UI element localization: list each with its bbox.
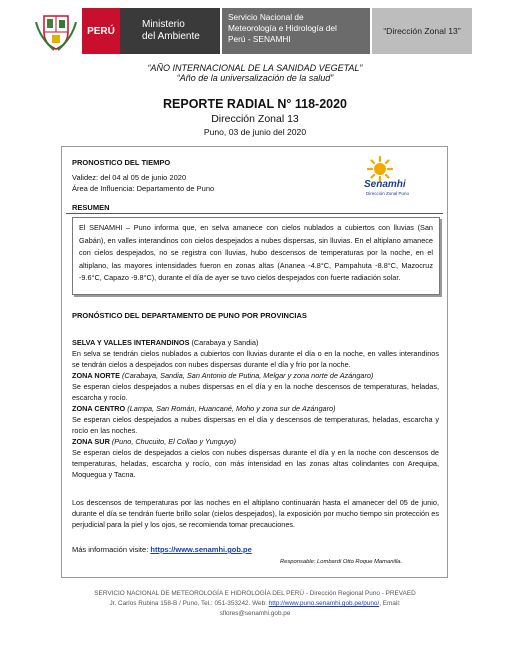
- report-body: [61, 146, 448, 578]
- centro-places: (Lampa, San Román, Huancané, Moho y zona sur de Azángaro): [127, 404, 336, 413]
- sur-places: (Puno, Chucuito, El Collao y Yunguyo): [111, 437, 236, 446]
- resumen-text: El SENAMHI – Puno informa que, en selva amanece con cielos nublados a cubiertos con lluvias (San Gabán), en valles interandinos con cielos despejados a nubes dispersas, sin lluvias. En el altiplano amanece con cielos despejados, no se registra con lluvias, hubo descensos de temperaturas por la noche, en el altiplano, las mayores intensidades fueron en zonas altas (Ananea -4.8°C, Pampahuta -8.8°C, Mazocruz -9.6°C, Capazo -9.8°C), durante el día de ayer se tuvo cielos despejados con fuerte radiación solar.: [79, 223, 433, 282]
- more-info: [72, 545, 252, 555]
- sur-text: Se esperan cielos de despejados a cielos con nubes dispersas durante el día y en la noche con descensos de temperaturas, heladas, escarcha y rocío, con más intensidad en las zonas altas colindantes con Arequipa, Moquegua y Tacna.: [72, 448, 439, 479]
- zone-label: “Dirección Zonal 13”: [372, 8, 472, 54]
- more-info-link[interactable]: https://www.senamhi.gob.pe: [150, 545, 252, 554]
- service-line-3: Perú - SENAMHI: [228, 34, 291, 44]
- service-label: [222, 8, 370, 54]
- footer-email-label: , Email:: [379, 600, 401, 607]
- norte-places: (Carabaya, Sandia, San Antonio de Putina, Melgar y zona norte de Azángaro): [122, 371, 374, 380]
- centro-title: ZONA CENTRO: [72, 404, 126, 413]
- ministry-line-2: del Ambiente: [142, 31, 200, 42]
- forecast-area: Área de Influencia: Departamento de Puno: [72, 184, 215, 193]
- footer-line-2: [0, 599, 510, 609]
- selva-text: En selva se tendrán cielos nublados a cubiertos con lluvias durante el día o en la noche, en valles interandinos se tendrán cielos a despejados con nubes dispersas durante el día y frío por la noche.: [72, 349, 439, 369]
- peru-label: PERÚ: [82, 8, 120, 54]
- report-date: Puno, 03 de junio del 2020: [203, 127, 307, 137]
- footer-email: sflores@senamhi.gob.pe: [219, 610, 291, 617]
- service-line-1: Servicio Nacional de: [228, 12, 304, 22]
- service-line-2: Meteorología e Hidrología del: [228, 23, 337, 33]
- selva-places: (Carabaya y Sandia): [191, 338, 259, 347]
- ministry-label: [120, 8, 220, 54]
- provinces-heading: PRONÓSTICO DEL DEPARTAMENTO DE PUNO POR PROVINCIAS: [72, 311, 307, 320]
- resumen-box: [72, 217, 440, 295]
- centro-text: Se esperan cielos despejados a nubes dispersas en el día y descensos de temperaturas, heladas, escarcha y rocío en las noches.: [72, 415, 439, 435]
- year-motto-1: “AÑO INTERNACIONAL DE LA SANIDAD VEGETAL”: [147, 63, 363, 73]
- footer-address: Jr. Carlos Rubina 158-B / Puno, Tel.: 051-353242. Web:: [109, 600, 267, 607]
- selva-section: [72, 337, 439, 480]
- closing-paragraph: [72, 497, 439, 530]
- closing-text: Los descensos de temperaturas por las noches en el altiplano continuarán hasta el amanecer del 05 de junio, durante el día se tendrán fuerte brillo solar (cielos despejados), la exposición por mucho tiempo sin protección es perjudicial para la piel y los ojos, se recomienda tomar precauciones.: [72, 498, 439, 529]
- footer-web-link[interactable]: http://www.puno.senamhi.gob.pe/puno/: [268, 600, 380, 607]
- sur-title: ZONA SUR: [72, 437, 110, 446]
- forecast-validity: Validez: del 04 al 05 de junio 2020: [72, 173, 187, 182]
- header-banner: [30, 8, 470, 54]
- selva-title: SELVA Y VALLES INTERANDINOS: [72, 338, 190, 347]
- resumen-heading: RESUMEN: [72, 203, 110, 212]
- coat-of-arms-icon: [30, 8, 82, 54]
- norte-title: ZONA NORTE: [72, 371, 120, 380]
- report-subtitle: Dirección Zonal 13: [211, 113, 299, 125]
- report-title: REPORTE RADIAL N° 118-2020: [163, 97, 347, 111]
- footer-line-1: SERVICIO NACIONAL DE METEOROLOGÍA E HIDROLOGÍA DEL PERÚ - Dirección Regional Puno - PREVAED: [94, 590, 416, 597]
- more-info-label: Más información visite:: [72, 545, 149, 554]
- forecast-heading: PRONOSTICO DEL TIEMPO: [72, 158, 171, 167]
- responsible-note: Responsable: Lombardi Otto Roque Mamanilla.: [280, 559, 403, 565]
- norte-text: Se esperan cielos despejados a nubes dispersas en el día y en la noche descensos de temperaturas, heladas, escarcha y rocío.: [72, 382, 439, 402]
- year-motto-2: “Año de la universalización de la salud”: [176, 73, 334, 83]
- logo-name: Senamhi: [364, 179, 406, 190]
- logo-subtitle: Dirección Zonal Puno: [366, 191, 410, 196]
- page-footer: [0, 589, 510, 619]
- ministry-line-1: Ministerio: [142, 19, 185, 30]
- divider: [66, 213, 443, 214]
